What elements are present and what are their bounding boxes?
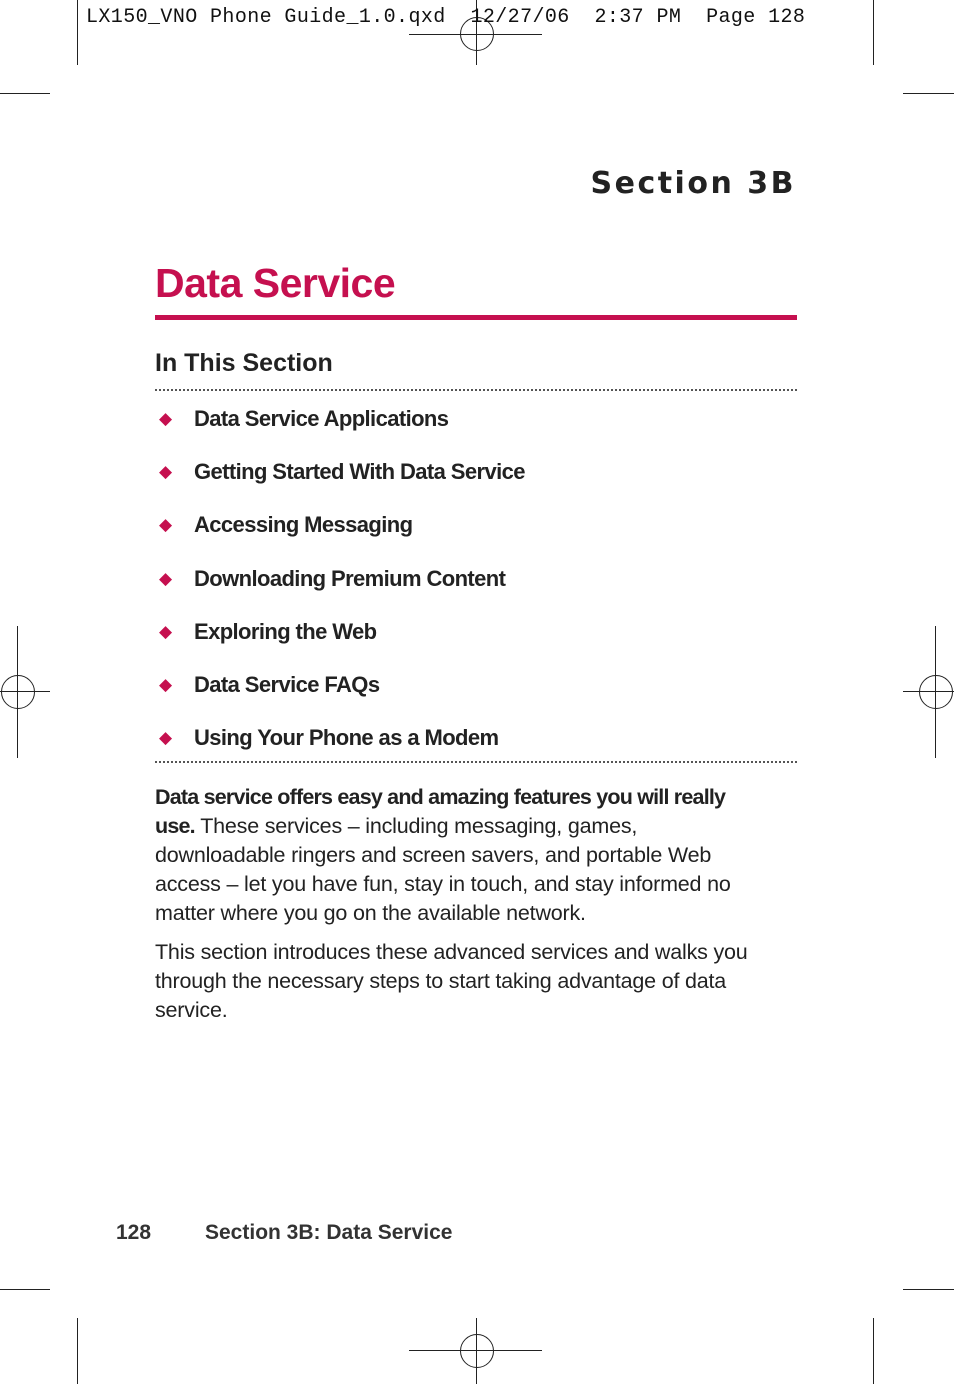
diamond-bullet-icon: ◆ bbox=[159, 728, 173, 748]
list-item bbox=[155, 453, 525, 506]
crop-mark bbox=[77, 1318, 78, 1384]
crop-mark bbox=[77, 0, 78, 65]
diamond-bullet-icon: ◆ bbox=[159, 674, 173, 694]
intro-lead: Data service offers easy and amazing features you will really use. bbox=[155, 785, 726, 838]
crop-mark bbox=[873, 0, 874, 65]
list-item bbox=[155, 400, 525, 453]
list-item-label: Getting Started With Data Service bbox=[194, 459, 525, 485]
list-item-label: Exploring the Web bbox=[194, 618, 377, 644]
diamond-bullet-icon: ◆ bbox=[159, 515, 173, 535]
crop-mark bbox=[0, 1289, 50, 1290]
page-footer bbox=[116, 1221, 452, 1245]
list-item bbox=[155, 666, 525, 719]
print-slug-line: LX150_VNO Phone Guide_1.0.qxd 12/27/06 2:37 PM Page 128 bbox=[86, 6, 806, 29]
page-title: Data Service bbox=[155, 260, 396, 306]
list-item bbox=[155, 719, 525, 772]
second-paragraph: This section introduces these advanced services and walks you through the necessary steps to start taking advantage of data service. bbox=[155, 940, 748, 1022]
diamond-bullet-icon: ◆ bbox=[159, 568, 173, 588]
diamond-bullet-icon: ◆ bbox=[159, 621, 173, 641]
list-item-label: Using Your Phone as a Modem bbox=[194, 725, 499, 751]
intro-rest: These services – including messaging, games, downloadable ringers and screen savers, and portable Web access – let you have fun, stay in touch, and stay informed no matter where you go on the available network. bbox=[155, 814, 731, 925]
section-contents-list bbox=[155, 400, 525, 772]
title-underline bbox=[155, 315, 797, 320]
dotted-divider-top bbox=[155, 389, 797, 391]
list-item-label: Accessing Messaging bbox=[194, 512, 413, 538]
list-item bbox=[155, 506, 525, 559]
crop-mark bbox=[903, 93, 954, 94]
list-item bbox=[155, 613, 525, 666]
list-item bbox=[155, 560, 525, 613]
diamond-bullet-icon: ◆ bbox=[159, 409, 173, 428]
in-this-section-heading: In This Section bbox=[155, 349, 333, 377]
crop-mark bbox=[903, 1289, 954, 1290]
dotted-divider-bottom bbox=[155, 761, 797, 763]
list-item-label: Downloading Premium Content bbox=[194, 565, 506, 591]
body-text bbox=[155, 783, 755, 1035]
list-item-label: Data Service FAQs bbox=[194, 671, 380, 697]
list-item-label: Data Service Applications bbox=[194, 406, 449, 431]
footer-section-title: Section 3B: Data Service bbox=[205, 1221, 453, 1244]
crop-mark bbox=[0, 93, 50, 94]
crop-mark bbox=[873, 1318, 874, 1384]
page-number: 128 bbox=[116, 1221, 152, 1244]
intro-paragraph bbox=[155, 783, 755, 928]
diamond-bullet-icon: ◆ bbox=[159, 462, 173, 482]
section-label: Section 3B bbox=[590, 166, 796, 201]
